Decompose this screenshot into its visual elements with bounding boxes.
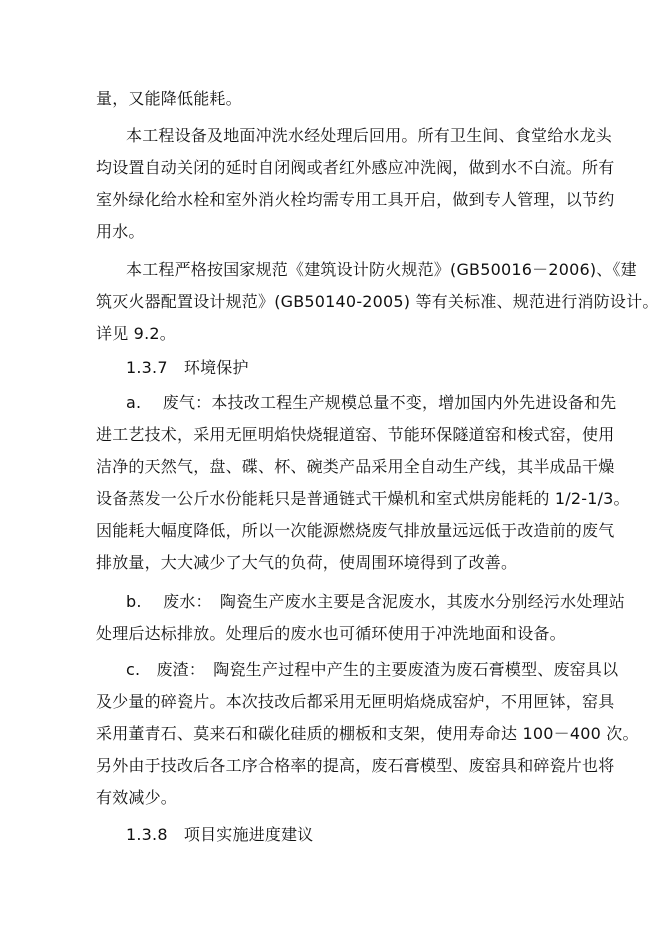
paragraph-line: 排放量，大大减少了大气的负荷，使周围环境得到了改善。 <box>96 553 518 572</box>
paragraph-line: 洁净的天然气，盘、碟、杯、碗类产品采用全自动生产线，其半成品干燥 <box>96 457 615 476</box>
paragraph-line: 本工程设备及地面冲洗水经处理后回用。所有卫生间、食堂给水龙头 <box>126 126 613 145</box>
paragraph-line: 均设置自动关闭的延时自闭阀或者红外感应冲洗阀，做到水不白流。所有 <box>96 158 615 177</box>
paragraph-line: 进工艺技术，采用无匣明焰快烧辊道窑、节能环保隧道窑和梭式窑，使用 <box>96 425 615 444</box>
paragraph-line: c. 废渣： 陶瓷生产过程中产生的主要废渣为废石膏模型、废窑具以 <box>126 660 619 679</box>
paragraph-line: 量，又能降低能耗。 <box>96 89 242 108</box>
paragraph-line: 室外绿化给水栓和室外消火栓均需专用工具开启，做到专人管理，以节约 <box>96 190 615 209</box>
paragraph-line: 有效减少。 <box>96 788 178 807</box>
paragraph-line: b. 废水： 陶瓷生产废水主要是含泥废水，其废水分别经污水处理站 <box>126 592 625 611</box>
paragraph-line: 另外由于技改后各工序合格率的提高，废石膏模型、废窑具和碎瓷片也将 <box>96 756 615 775</box>
paragraph-line: 设备蒸发一公斤水份能耗只是普通链式干燥机和室式烘房能耗的 1/2-1/3。 <box>96 489 630 508</box>
paragraph-line: 用水。 <box>96 222 145 241</box>
section-heading-1-3-8: 1.3.8 项目实施进度建议 <box>126 825 314 844</box>
paragraph-line: 筑灭火器配置设计规范》(GB50140-2005) 等有关标准、规范进行消防设计。 <box>96 292 659 311</box>
paragraph-line: 采用董青石、莫来石和碳化硅质的棚板和支架，使用寿命达 100－400 次。 <box>96 724 639 743</box>
paragraph-line: 及少量的碎瓷片。本次技改后都采用无匣明焰烧成窑炉，不用匣钵，窑具 <box>96 692 615 711</box>
paragraph-line: 因能耗大幅度降低，所以一次能源燃烧废气排放量远远低于改造前的废气 <box>96 521 615 540</box>
paragraph-line: 详见 9.2。 <box>96 324 176 343</box>
section-heading-1-3-7: 1.3.7 环境保护 <box>126 358 249 377</box>
paragraph-line: 本工程严格按国家规范《建筑设计防火规范》(GB50016－2006)、《建 <box>126 260 637 279</box>
paragraph-line: a. 废气：本技改工程生产规模总量不变，增加国内外先进设备和先 <box>126 393 617 412</box>
paragraph-line: 处理后达标排放。处理后的废水也可循环使用于冲洗地面和设备。 <box>96 624 566 643</box>
